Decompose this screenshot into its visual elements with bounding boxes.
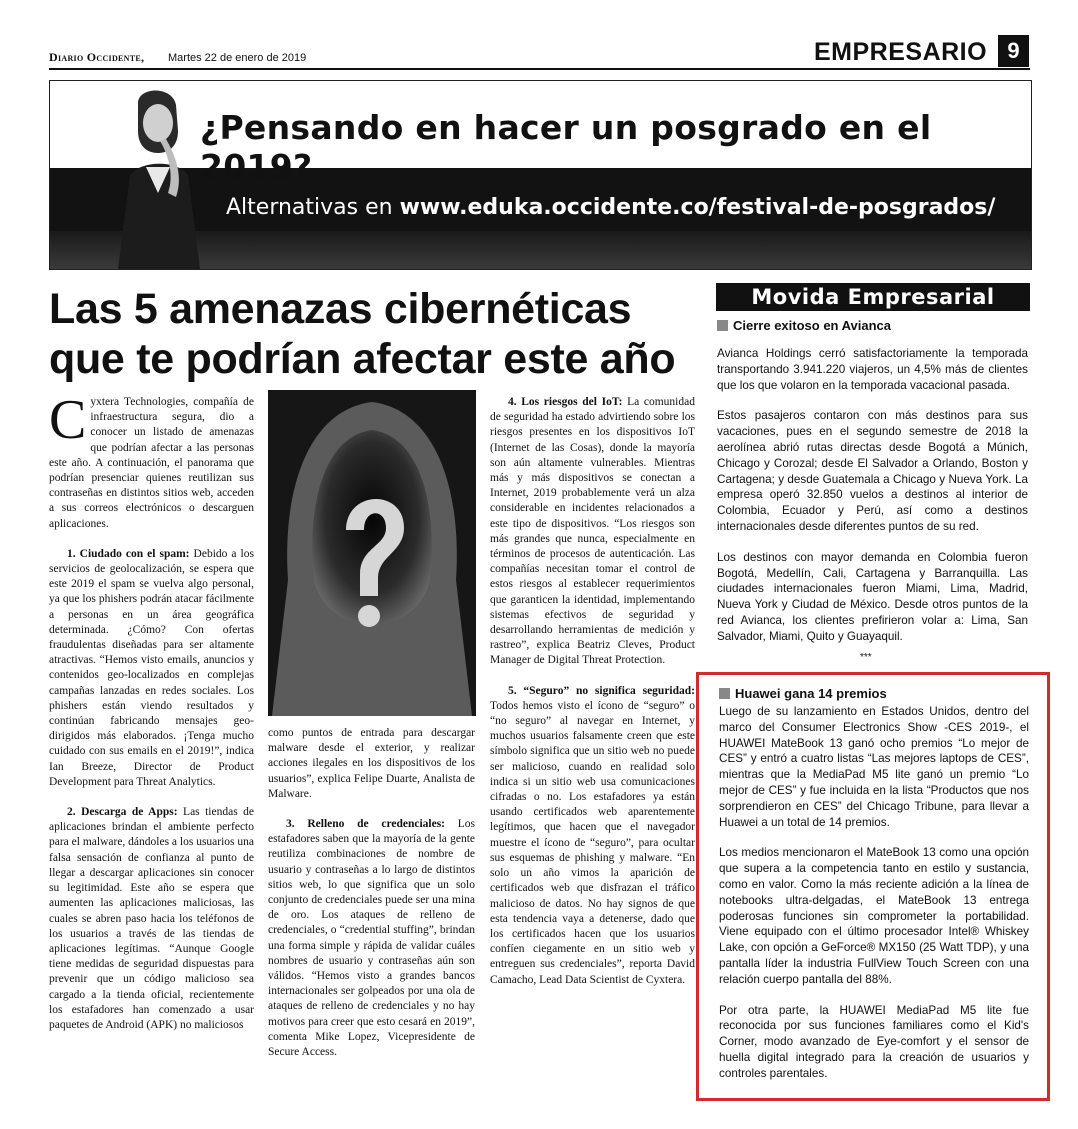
page-number: 9 (998, 35, 1029, 67)
threat-4-body: La comunidad de seguridad ha estado advirtiendo sobre los riesgos presentes en los dispositivos IoT (Internet de las Cosas), donde la mayoría son aún altamente vulnerables. Mientras más y más dispositivos se conectan a Internet, 2019 probablemente verá un alza considerable en incidentes relacionados a este tipo de dispositivos. “Los riesgos son más grandes que nunca, especialmente en términos de procesos de autenticación. Las compañías necesitan tomar el control de estos riesgos al establecer requerimientos que garanticen la identidad, implementando sistemas efectivos de seguridad y desarrollando herramientas de medición y rastreo”, explica Beatriz Cleves, Product Manager de Digital Threat Protection. (490, 396, 695, 667)
article-column-1 (49, 389, 255, 1048)
square-bullet-icon (717, 320, 728, 331)
threat-1-body: Debido a los servicios de geolocalización, se espera que este 2019 el spam se vuelva algo personal, ya que los phishers podrán atacar fácilmente a personas en un área geográfica determinada. ¿Cómo? Con ofertas fraudulentas diseñadas para ser altamente atractivas. “Hemos visto emails, anuncios y contenidos geo-localizados en complejas campañas lanzadas en redes sociales. Los phishers están viendo resultados y continúan fabricando mensajes geo-dirigidos más elaborados. ¡Tenga mucho cuidado con sus emails en el 2019!”, indica Ian Breeze, Director de Product Development para Threat Analytics. (49, 547, 254, 788)
dropcap: C (49, 389, 87, 451)
avianca-heading (717, 318, 891, 333)
sidebar-title: Movida Empresarial (716, 283, 1030, 311)
header-rule (49, 68, 1030, 70)
huawei-story (719, 704, 1029, 1097)
ad-banner (49, 80, 1032, 270)
article-column-2 (268, 726, 475, 1075)
threat-3 (268, 817, 475, 1060)
avianca-story (717, 346, 1028, 660)
threat-3-body: Los estafadores saben que la mayoría de la gente reutiliza combinaciones de nombre de usuario y contraseñas a lo largo de distintos sitios web, lo que significa que un solo conjunto de credenciales puede ser una mina de oro. Los ataques de relleno de credenciales, o “credential stuffing”, brindan una forma simple y rápida de validar cuáles nombres de usuario y contraseñas aún son válidos. “Hemos visto a grandes bancos internacionales ser golpeados por una ola de ataques de relleno de credenciales y no hay motivos para creer que esto cesará en 2019”, comenta Mike Lopez, Vicepresidente de Secure Access. (268, 818, 475, 1059)
huawei-paragraph: Los medios mencionaron el MateBook 13 como una opción que supera a la competencia tanto en estilo y sustancia, como en valor. Como la más reciente adición a la línea de notebooks ultra-delgadas, el MateBook 13 entrega poderosas funciones sin comprometer la portabilidad. Viene equipado con el último procesador Intel® Whiskey Lake, con opción a GeForce® MX150 (25 Watt TDP), y una pantalla líder la industria FullView Touch Screen con una relación cuerpo pantalla del 88%. (719, 846, 1029, 986)
newspaper-name: Diario Occidente, (49, 50, 145, 64)
section-title: EMPRESARIO (814, 38, 988, 66)
article-headline: Las 5 amenazas cibernéticas que te podrían afectar este año (49, 285, 676, 383)
article-intro (49, 389, 254, 532)
threat-3-title: 3. Relleno de credenciales: (286, 818, 446, 831)
threat-1 (49, 547, 254, 790)
avianca-paragraph: Avianca Holdings cerró satisfactoriamente la temporada transportando 3.941.220 viajeros, un 4,5% más de clientes que los que volaron en la temporada vacacional pasada. (717, 347, 1028, 392)
ad-url-link[interactable]: www.eduka.occidente.co/festival-de-posgrados/ (399, 195, 996, 220)
huawei-paragraph: Por otra parte, la HUAWEI MediaPad M5 lite fue reconocida por sus funciones familiares como el Kid's Corner, modo avanzado de Eye-comfort y el sensor de huella digital integrado para la creación de usuarios y controles parentales. (719, 1003, 1029, 1080)
article-column-3 (490, 395, 695, 1003)
hooded-figure-image (268, 390, 476, 716)
threat-4 (490, 395, 695, 669)
threat-5-body: Todos hemos visto el ícono de “seguro” o “no seguro” al navegar en Internet, y muchos usuarios falsamente creen que este símbolo significa que un sitio web no puede ser malicioso, cuando en realidad solo indica si un sitio web usa comunicaciones cifradas o no. Los estafadores ya están usando certificados web aparentemente legítimos, que hacen que el navegador muestre el ícono de “seguro”, para ocultar sus esquemas de phishing y malware. “En solo un año vimos la aparición de certificados web que disfrazan el tráfico malicioso de datos. No hay signos de que esta tendencia vaya a detenerse, dado que los certificados hacen que los usuarios confíen ciegamente en un sitio web y entreguen sus credenciales”, reporta David Camacho, Lead Data Scientist de Cyxtera. (490, 699, 695, 986)
ad-sub-prefix: Alternativas en (226, 195, 400, 220)
threat-2-body: Las tiendas de aplicaciones brindan el ambiente perfecto para el malware, dándoles a los usuarios una falsa sensación de confianza al punto de llegar a descargar aplicaciones sin conocer su legitimidad. Este año se espera que aumenten las aplicaciones maliciosas, las cuales se abren paso hacia los teléfonos de los usuarios a través de las tiendas de aplicaciones legítimas. “Aunque Google tiene medidas de seguridad dispuestas para prevenir que un código malicioso sea cargado a la tienda oficial, recientemente los estafadores han comenzado a usar paquetes de Android (APK) no maliciosos (49, 806, 255, 1031)
ad-headline: ¿Pensando en hacer un posgrado en el 2019? (200, 108, 932, 186)
ad-subline (226, 195, 995, 220)
threat-2-title: 2. Descarga de Apps: (67, 806, 178, 819)
avianca-heading-text: Cierre exitoso en Avianca (733, 318, 891, 333)
threat-5-title: 5. “Seguro” no significa seguridad: (508, 684, 695, 697)
huawei-heading (719, 686, 887, 701)
avianca-paragraph: Los destinos con mayor demanda en Colombia fueron Bogotá, Medellín, Cali, Cartagena y Barranquilla. Las ciudades internacionales fueron Miami, Lima, Madrid, Nueva York y Ciudad de México. Desde otros puntos de la red Avianca, los clientes prefirieron volar a: Lima, San Salvador, Miami, Quito y Guayaquil. (717, 550, 1028, 643)
threat-1-title: 1. Ciudado con el spam: (67, 547, 190, 560)
huawei-paragraph: Luego de su lanzamiento en Estados Unidos, dentro del marco del Consumer Electronics Show -CES 2019-, el HUAWEI MateBook 13 ganó ocho premios “Lo mejor de CES” y entró a cuatro listas “Las mejores laptops de CES”, mientras que la MediaPad M5 lite ganó un premio “Lo mejor de CES” y fue incluida en la lista “Productos que nos sorprendieron en CES” del Chicago Tribune, para llevar a Huawei a un total de 14 premios. (719, 705, 1029, 829)
threat-2-continued: como puntos de entrada para descargar malware desde el exterior, y realizar acciones ilegales en los dispositivos de los usuarios”, explica Felipe Duarte, Analista de Malware. (268, 727, 475, 800)
threat-2 (49, 805, 254, 1033)
issue-date: Martes 22 de enero de 2019 (168, 52, 307, 64)
square-bullet-icon (719, 688, 730, 699)
threat-5 (490, 684, 695, 988)
huawei-heading-text: Huawei gana 14 premios (735, 686, 887, 701)
avianca-paragraph: Estos pasajeros contaron con más destinos para sus vacaciones, pues en el segundo semestre de 2018 la aerolínea abrió rutas directas desde Bogotá a Múnich, Chicago y Corozal; desde El Salvador a Orlando, Boston y Cartagena; y desde Guatemala a Chicago y Nueva York. La empresa operó 32.850 vuelos a destinos al interior de Colombia, Ecuador y Perú, así como a destinos internacionales desde diferentes puntos de su red. (717, 409, 1028, 533)
story-separator: *** (860, 652, 872, 663)
intro-text: yxtera Technologies, compañía de infraestructura segura, dio a conocer un listado de amenazas que podrían afectar a las personas este año. A continuación, el panorama que podrían presenciar quienes reutilizan sus contraseñas en distintos sitios web, acceden a sus correos electrónicos o descarguen aplicaciones. (49, 396, 254, 530)
threat-4-title: 4. Los riesgos del IoT: (508, 396, 623, 408)
